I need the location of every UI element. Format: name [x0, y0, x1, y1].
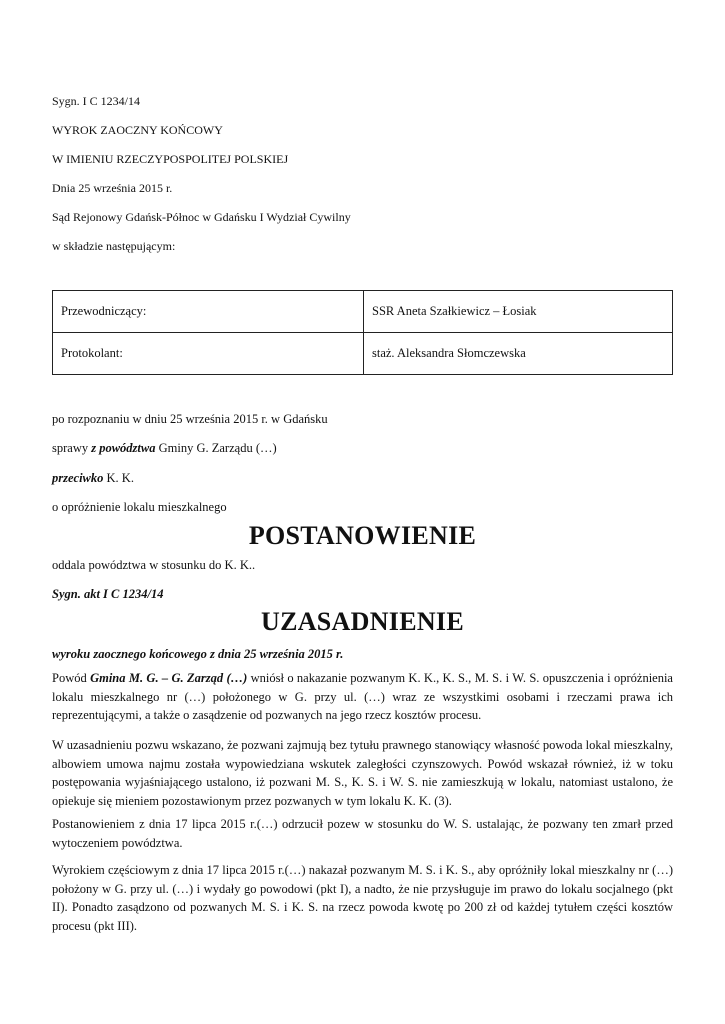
p1-prefix: Powód — [52, 671, 91, 685]
paragraph-1 — [52, 669, 673, 725]
paragraph-4: Wyrokiem częściowym z dnia 17 lipca 2015 r.(…) nakazał pozwanym M. S. i K. S., aby opróżniły lokal mieszkalny nr (…) położony w G. przy ul. (…) i wydały go powodowi (pkt I), a nadto, że nie przysługuje im prawo do lokalu socjalnego (pkt II). Ponadto zasądzono od pozwanych M. S. i K. S. na rzecz powoda kwotę po 200 zł od każdej tytułem części kosztów procesu (pkt III). — [52, 863, 673, 933]
justification-heading: UZASADNIENIE — [261, 607, 464, 636]
panel-name-clerk: staż. Aleksandra Słomczewska — [364, 333, 673, 375]
by-claim-label: z powództwa — [91, 441, 156, 455]
composition-label: w składzie następującym: — [52, 239, 176, 253]
court-panel-table — [52, 290, 673, 375]
defendant-name: K. K. — [103, 471, 134, 485]
panel-name-presiding: SSR Aneta Szałkiewicz – Łosiak — [364, 291, 673, 333]
table-row — [53, 291, 673, 333]
decision-text: oddala powództwa w stosunku do K. K.. — [52, 558, 256, 572]
justification-subheading: wyroku zaocznego końcowego z dnia 25 września 2015 r. — [52, 647, 344, 661]
paragraph-2: W uzasadnieniu pozwu wskazano, że pozwani zajmują bez tytułu prawnego stanowiący własność powoda lokal mieszkalny, albowiem umowa najmu została wypowiedziana wskutek zaległości czynszowych. Powód wskazał również, iż w toku postępowania wyjaśniającego ustalono, iż pozwani M. S., K. S. i W. S. nie zamieszkują w lokalu, natomiast ustalono, że opiekuje się mieniem pozostawionym przez pozwanych w tym lokalu K. K. (3). — [52, 738, 673, 808]
judgment-date: Dnia 25 września 2015 r. — [52, 181, 173, 195]
case-prefix: sprawy — [52, 441, 92, 455]
in-the-name-of: W IMIENIU RZECZYPOSPOLITEJ POLSKIEJ — [52, 152, 289, 166]
claimant-name: Gminy G. Zarządu (…) — [155, 441, 277, 455]
court-name: Sąd Rejonowy Gdańsk-Północ w Gdańsku I Wydział Cywilny — [52, 210, 351, 224]
case-file-signature: Sygn. akt I C 1234/14 — [52, 587, 164, 601]
case-defendant-line — [52, 470, 134, 486]
case-signature: Sygn. I C 1234/14 — [52, 94, 141, 108]
panel-role-presiding: Przewodniczący: — [53, 291, 364, 333]
hearing-info: po rozpoznaniu w dniu 25 września 2015 r. w Gdańsku — [52, 412, 328, 426]
case-claimant-line — [52, 440, 277, 456]
paragraph-3: Postanowieniem z dnia 17 lipca 2015 r.(…) odrzucił pozew w stosunku do W. S. ustalając, że pozwany ten zmarł przed wytoczeniem powództwa. — [52, 817, 673, 850]
panel-role-clerk: Protokolant: — [53, 333, 364, 375]
p1-rest: wniósł o nakazanie pozwanym K. K., K. S., M. S. i W. S. opuszczenia i opróżnienia lokalu mieszkalnego nr (…) położonego w G. przy ul. (…) wraz ze wszystkimi osobami i rzeczami prawa ich reprezentującymi, a także o zasądzenie od pozwanych na jego rzecz kosztów procesu. — [52, 671, 673, 722]
case-subject: o opróżnienie lokalu mieszkalnego — [52, 500, 227, 514]
table-row — [53, 333, 673, 375]
against-label: przeciwko — [52, 471, 104, 485]
judgment-type: WYROK ZAOCZNY KOŃCOWY — [52, 123, 223, 137]
decision-heading: POSTANOWIENIE — [248, 521, 477, 550]
claimant-bold: Gmina M. G. – G. Zarząd (…) — [90, 671, 248, 685]
